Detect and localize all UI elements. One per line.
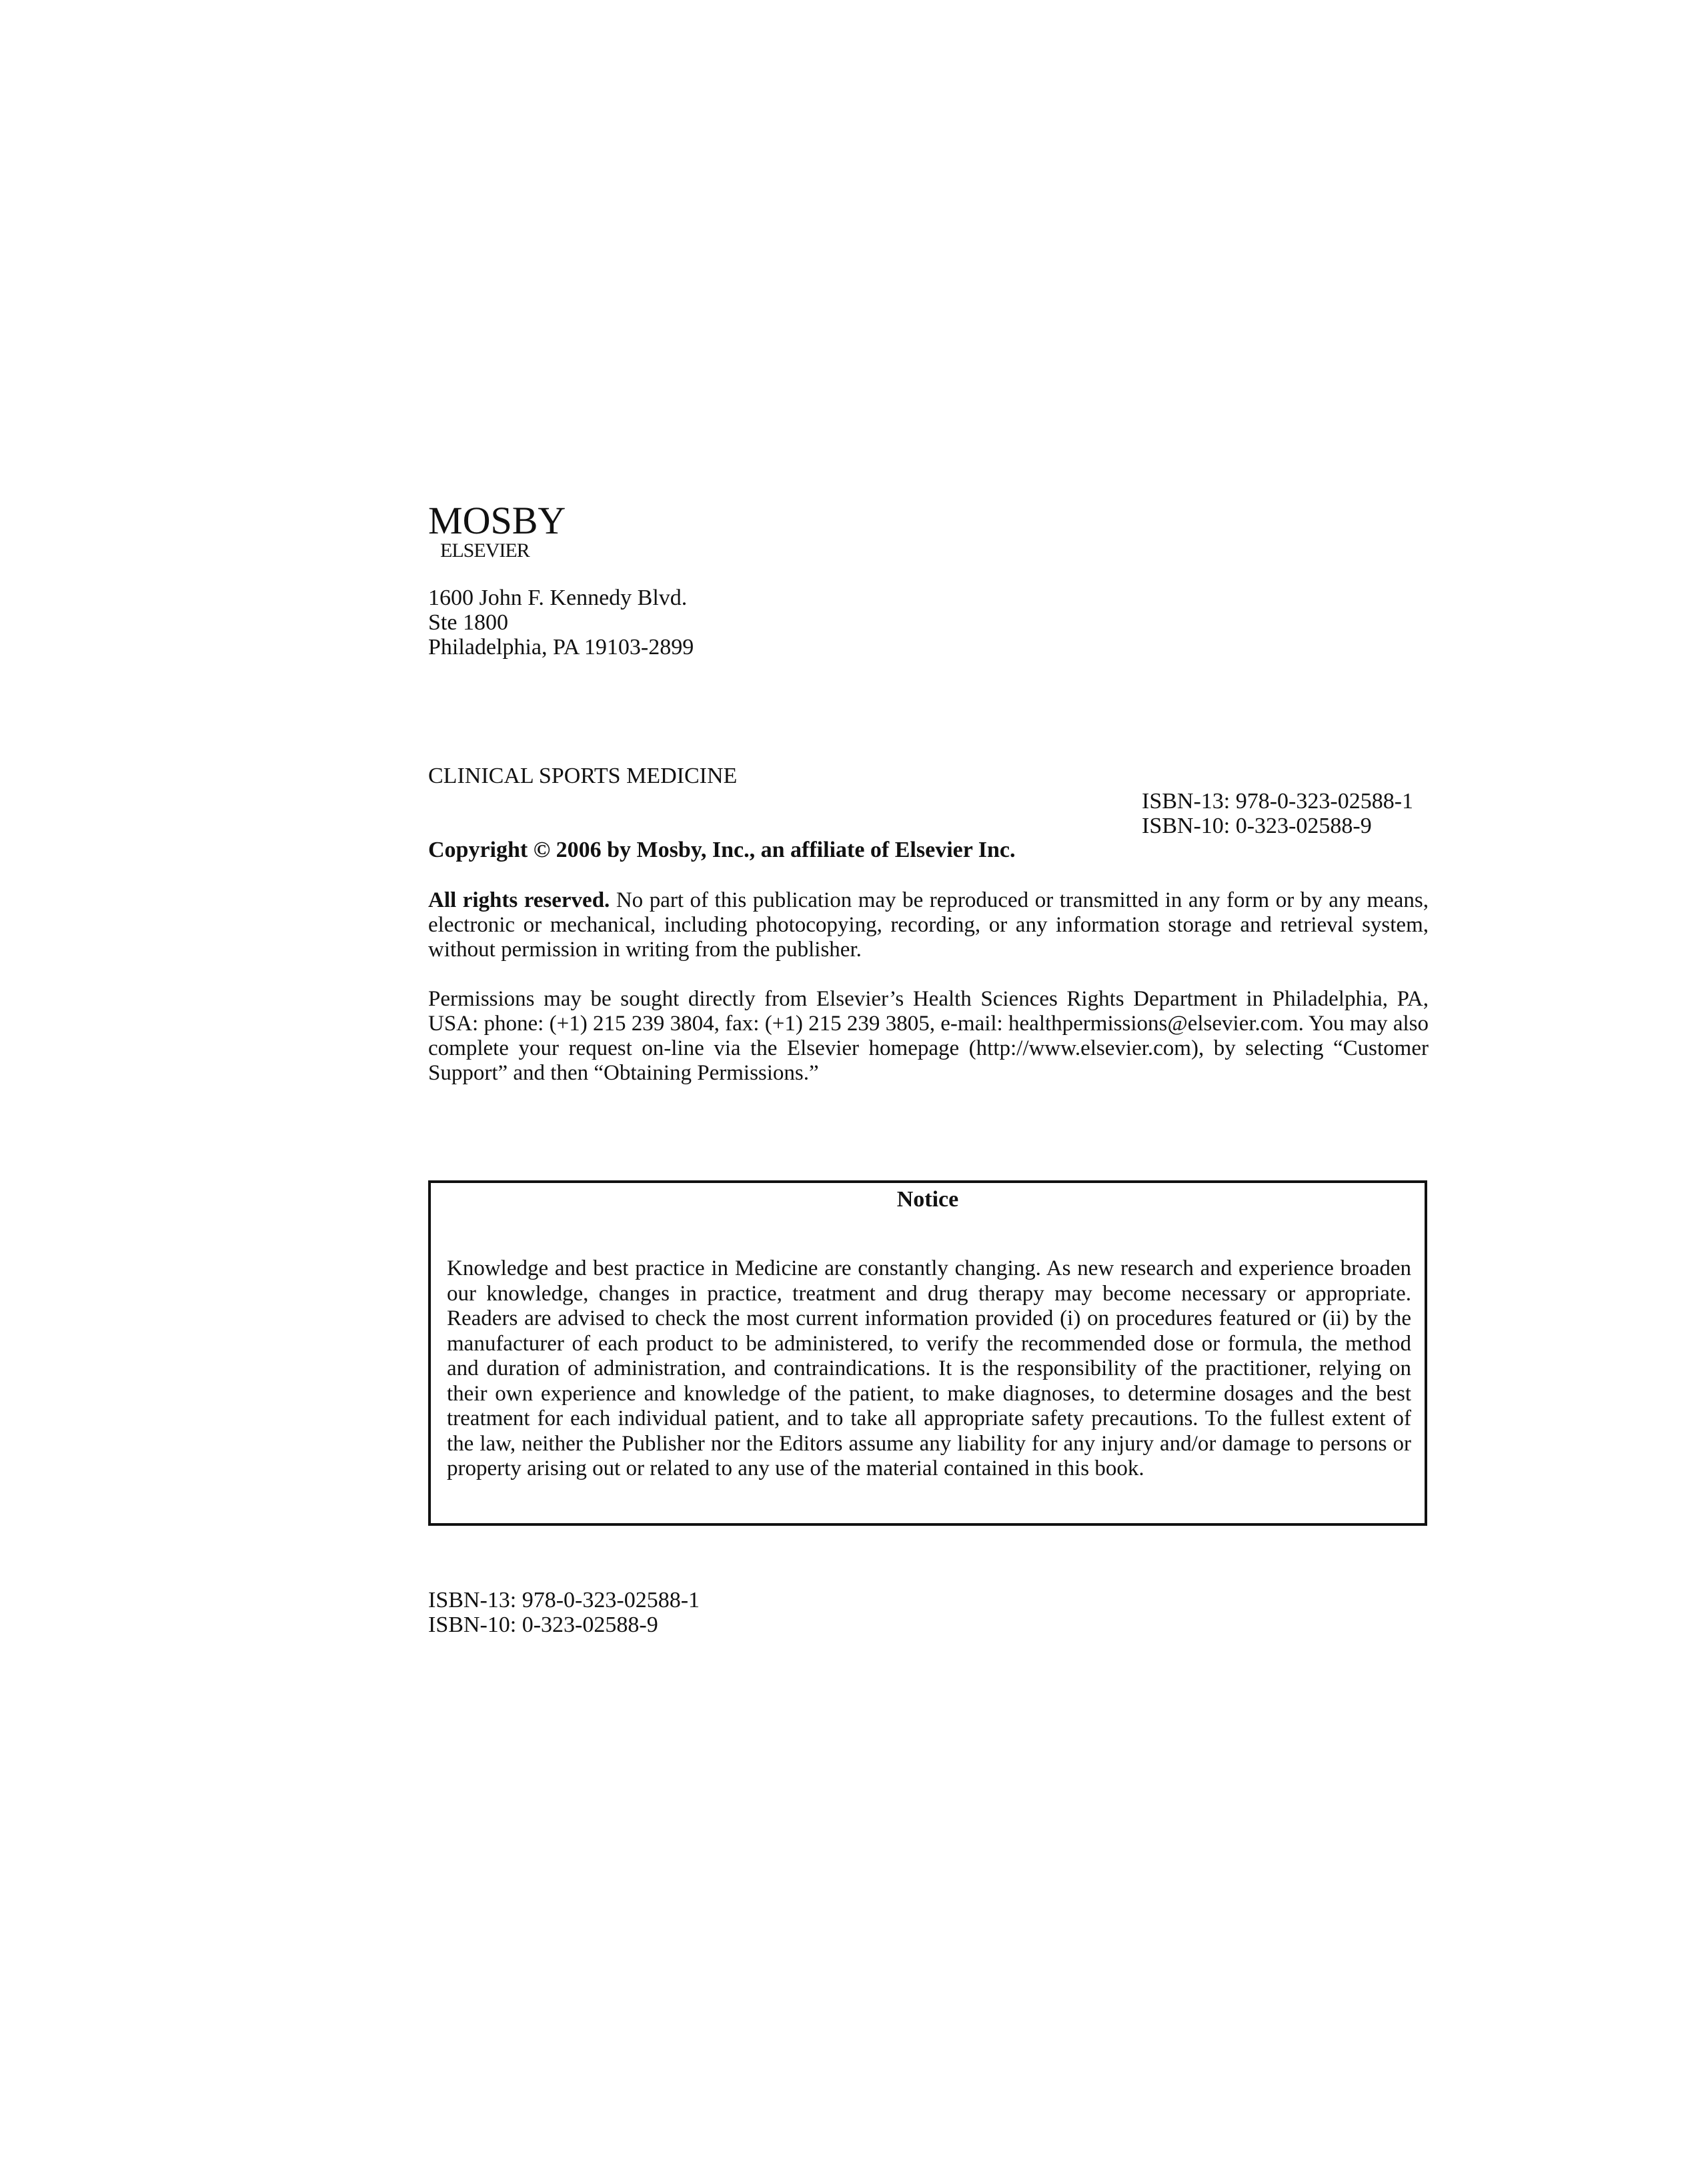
- isbn13: ISBN-13: 978-0-323-02588-1: [1142, 789, 1414, 814]
- address-line: Philadelphia, PA 19103-2899: [428, 635, 694, 660]
- rights-lead: All rights reserved.: [428, 888, 610, 912]
- notice-box: [428, 1180, 1427, 1526]
- permissions-paragraph: Permissions may be sought directly from Elsevier’s Health Sciences Rights Department in Philadelphia, PA, USA: phone: (+1) 215 239 3804, fax: (+1) 215 239 3805, e-mail: healthpermissions@elsevier.com. You may also complete your request on-line via the Elsevier homepage (http://www.elsevier.com), by selecting “Customer Support” and then “Obtaining Permissions.”: [428, 987, 1429, 1085]
- isbn-bottom: [428, 1588, 700, 1637]
- address-line: 1600 John F. Kennedy Blvd.: [428, 586, 688, 610]
- rights-text: No part of this publication may be reproduced or transmitted in any form or by any means, electronic or mechanical, including photocopying, recording, or any information storage and retrieval system, without permission in writing from the publisher.: [428, 888, 1429, 962]
- publisher-logo: [428, 501, 575, 562]
- logo-name: MOSBY: [428, 499, 566, 542]
- rights-paragraph: [428, 888, 1429, 962]
- publisher-address: [428, 586, 694, 660]
- isbn13: ISBN-13: 978-0-323-02588-1: [428, 1588, 700, 1612]
- book-title: CLINICAL SPORTS MEDICINE: [428, 764, 738, 788]
- logo-parent: ELSEVIER: [440, 539, 530, 562]
- isbn10: ISBN-10: 0-323-02588-9: [428, 1612, 658, 1637]
- copyright-line: Copyright © 2006 by Mosby, Inc., an affiliate of Elsevier Inc.: [428, 838, 1016, 862]
- isbn-top: [1142, 789, 1413, 838]
- notice-body: Knowledge and best practice in Medicine are constantly changing. As new research and experience broaden our knowledge, changes in practice, treatment and drug therapy may become necessary or appropriate. Readers are advised to check the most current information provided (i) on procedures featured or (ii) by the manufacturer of each product to be administered, to verify the recommended dose or formula, the method and duration of administration, and contraindications. It is the responsibility of the practitioner, relying on their own experience and knowledge of the patient, to make diagnoses, to determine dosages and the best treatment for each individual patient, and to take all appropriate safety precautions. To the fullest extent of the law, neither the Publisher nor the Editors assume any liability for any injury and/or damage to persons or property arising out or related to any use of the material contained in this book.: [447, 1256, 1411, 1480]
- notice-heading: Notice: [896, 1187, 959, 1212]
- isbn10: ISBN-10: 0-323-02588-9: [1142, 814, 1372, 838]
- address-line: Ste 1800: [428, 610, 508, 635]
